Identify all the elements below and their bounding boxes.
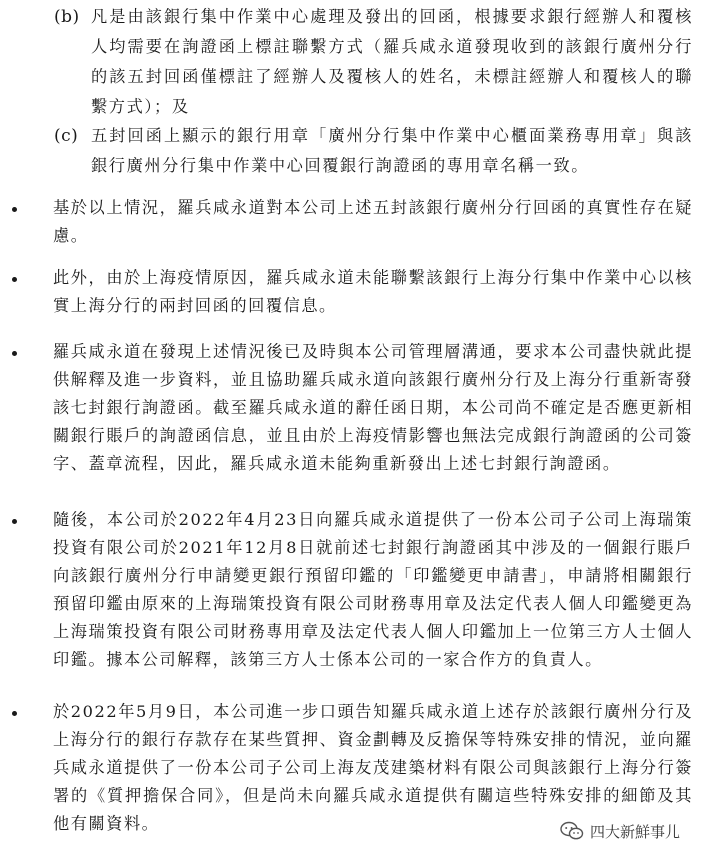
bullet-dot-icon [12,207,17,212]
bullet-dot-icon [12,711,17,716]
sub-item-text: 五封回函上顯示的銀行用章「廣州分行集中作業中心櫃面業務專用章」與該銀行廣州分行集中作業中心回覆銀行詢證函的專用章名稱一致。 [91,126,693,175]
bullet-text: 基於以上情況，羅兵咸永道對本公司上述五封該銀行廣州分行回函的真實性存在疑慮。 [53,198,693,245]
bullet-text: 羅兵咸永道在發現上述情況後已及時與本公司管理層溝通，要求本公司盡快就此提供解釋及進一步資料，並且協助羅兵咸永道向該銀行廣州分行及上海分行重新寄發該七封銀行詢證函。截至羅兵咸永道的辭任函日期，本公司尚不確定是否應更新相關銀行賬戶的詢證函信息，並且由於上海疫情影響也無法完成銀行詢證函的公司簽字、蓋章流程，因此，羅兵咸永道未能夠重新發出上述七封銀行詢證函。 [53,342,693,473]
sub-item-text: 凡是由該銀行集中作業中心處理及發出的回函，根據要求銀行經辦人和覆核人均需要在詢證函上標註聯繫方式（羅兵咸永道發現收到的該銀行廣州分行的該五封回函僅標註了經辦人及覆核人的姓名，未標註經辦人和覆核人的聯繫方式）；及 [91,7,693,116]
bullet-dot-icon [12,519,17,524]
bullet-text: 於2022年5月9日，本公司進一步口頭告知羅兵咸永道上述存於該銀行廣州分行及上海分行的銀行存款存在某些質押、資金劃轉及反擔保等特殊安排的情況，並向羅兵咸永道提供了一份本公司子公司上海友茂建築材料有限公司與該銀行上海分行簽署的《質押擔保合同》，但是尚未向羅兵咸永道提供有關這些特殊安排的細節及其他有關資料。 [53,702,693,833]
bullet-text: 隨後，本公司於2022年4月23日向羅兵咸永道提供了一份本公司子公司上海瑞策投資有限公司於2021年12月8日就前述七封銀行詢證函其中涉及的一個銀行賬戶向該銀行廣州分行申請變更銀行預留印鑑的「印鑑變更申請書」，申請將相關銀行預留印鑑由原來的上海瑞策投資有限公司財務專用章及法定代表人個人印鑑變更為上海瑞策投資有限公司財務專用章及法定代表人個人印鑑加上一位第三方人士個人印鑑。據本公司解釋，該第三方人士係本公司的一家合作方的負責人。 [53,510,693,669]
sub-item-label: (c) [54,126,79,146]
sub-item-label: (b) [54,7,80,27]
watermark [560,820,680,842]
wechat-icon [560,821,584,841]
watermark-text: 四大新鮮事儿 [590,822,681,841]
bullet-dot-icon [12,277,17,282]
bullet-dot-icon [12,351,17,356]
bullet-text: 此外，由於上海疫情原因，羅兵咸永道未能聯繫該銀行上海分行集中作業中心以核實上海分行的兩封回函的回覆信息。 [53,268,693,315]
